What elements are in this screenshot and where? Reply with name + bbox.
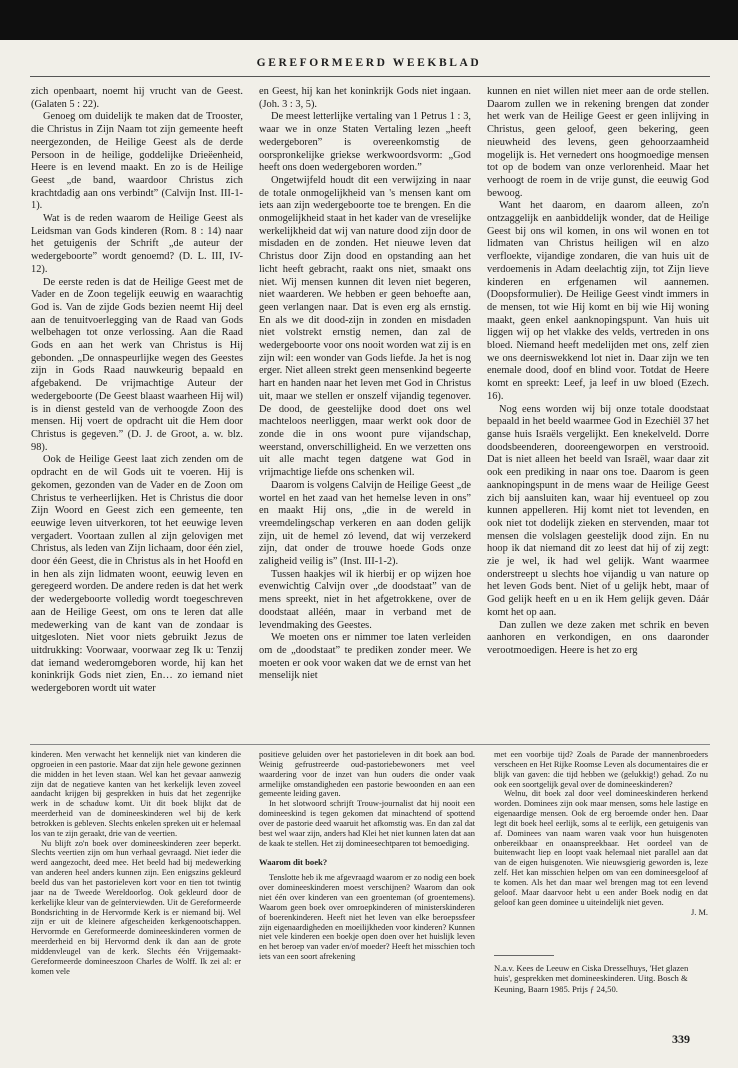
lower-column-1 [31, 750, 241, 1038]
upper-column-2 [259, 86, 471, 738]
upper-column-3 [487, 86, 709, 738]
paragraph: en Geest, hij kan het koninkrijk Gods niet ingaan. (Joh. 3 : 3, 5). [259, 86, 471, 110]
paragraph: kinderen. Men verwacht het kennelijk niet van kinderen die opgroeien in een pastorie. Maar dat zijn hele gewone gezinnen die midden in het leven staan. Wel kan het gevaar aanwezig zijn dat de negatieve kanten van het kerkelijk leven zoveel aandacht krijgen bij gesprekken in huis dat het zegenrijke werk in de schaduw komt. Uit dit boek blijkt dat de meerderheid van de domineeskinderen wel bij de kerk betrokken is gebleven. Slechts enkelen spreken uit er helemaal los van te zijn geraakt, drie van de veertien. [31, 750, 241, 838]
section-subheading: Waarom dit boek? [259, 857, 328, 868]
paragraph: De eerste reden is dat de Heilige Geest met de Vader en de Zoon tegelijk eeuwig en waarachtig God is. Van de zijde Gods bezien neemt Hij deel aan de tenuitvoerlegging van de Raad van Gods welbehagen tot onze verlossing. Aan die Raad Gods en aan het werk van Christus is Hij gebonden. „De onnaspeurlijke wegen des Geestes zijn in Gods Raad nauwkeurig bepaald en afgebakend. De vrijmachtige Auteur der wedergeboorte (De Geest blaast waarheen Hij wil) is in dienst gesteld van de verhoogde Zoon des mensen. Hij voert de opdracht uit die Hem door Christus is gegeven.” (D. J. de Groot, a. w. blz. 98). [31, 276, 243, 453]
lower-column-2 [259, 750, 475, 1038]
lower-column-3 [494, 750, 708, 950]
section-divider [30, 744, 710, 745]
paragraph: Tenslotte heb ik me afgevraagd waarom er zo nodig een boek over domineeskinderen moest verschijnen? Waarom dan ook niet één over kinderen van een groenteman (of groentemens). Waarom geen boek over omroepkinderen of ministerskinderen of boerenkinderen. Heeft niet het leven van elke beroepssfeer zijn eigenaardigheden en moeilijkheden voor kinderen? Kunnen niet vele kinderen een boekje open doen over het huislijk leven en het beroep van vader en/of moeder? Heeft het misschien toch iets van een soort afrekening [259, 873, 475, 962]
paragraph: Dan zullen we deze zaken met schrik en beven aanhoren en verkondigen, en ons daaronder verootmoedigen. Heere is het zo erg [487, 619, 709, 656]
paragraph: Nu blijft zo'n boek over domineeskinderen zeer beperkt. Slechts veertien zijn om hun verhaal gevraagd. Niet ieder die werd aangezocht, deed mee. Het beeld had bij medewerking van anderen heel anders kunnen zijn. Een enigszins gekleurd beeld dus van het pastorieleven kort voor en tien tot twintig jaar na de Tweede Wereldoorlog. Ook gekleurd door de kerkelijke kleur van de geïnterviewden. Uit de Gereformeerde Bondsrichting in de Hervormde Kerk is er niemand bij. Wel zijn er uit de kleinere afgescheiden kerkgenootschappen. Hervormde en Gereformeerde domineeskinderen vormen de meerderheid en bij Hervormd denk ik dan aan de grote middenvleugel van de kerk. Slechts één Vrijgemaakt-Gereformeerde domineeszoon Charles de Wolff. Ik zei al: er komen vele [31, 838, 241, 976]
paragraph: Ook de Heilige Geest laat zich zenden om de opdracht en de wil Gods uit te voeren. Hij is gekomen, gezonden van de Vader en de Zoon om Christus te verheerlijken. Het is Christus die door Zijn Woord en Geest zich een gemeente, ten eeuwige leven uitverkoren, tot het eeuwige leven vergadert. Voortaan zullen al zijn gelovigen met Christus, als leden van Zijn lichaam, door één ziel, door één Geest, die in Christus als in het Hoofd en in hen als zijn lidmaten woont, eeuwig leven en geregeerd worden. De andere reden is dat het werk der wedergeboorte volledig wordt toegeschreven aan de Heilige Geest, om ons te leren dat alle medewerking van de kant van de zondaar is uitgesloten. Niet voor niets gebruikt Jezus de uitdrukking: Voorwaar, voorwaar zeg Ik u: Tenzij dat iemand wederomgeboren worde, hij kan het koninkrijk Gods niet zien, En… zo iemand niet wedergeboren wordt uit water [31, 454, 243, 695]
paragraph: Want het daarom, en daarom alleen, zo'n ontzaggelijk en aanbiddelijk wonder, dat de Heilige Geest bij ons wil komen, in ons wil wonen en tot lidmaten van Christus heiligen wil en alzo verfloekte, vijandige zondaren, die van huis uit de verdoemenis in Adam deelachtig zijn, tot Zijn lieve kinderen en erfgenamen wil aannemen. (Doopsformulier). De Heilige Geest vindt immers in de mensen, tot wie Hij komt en bij wie Hij woning maakt, geen enkel aanknopingspunt. Van huis uit liggen wij op het vlakke des velds, vertreden in ons bloed. Niemand heeft medelijden met ons, zelf zien we ons deerniswekkend lot niet in. Daar zijn we ten enemale dood, doof en blind voor. Totdat de Heere komt en spreekt: Leef, ja leef in uw bloed (Ezech. 16). [487, 200, 709, 402]
paragraph: Wat is de reden waarom de Heilige Geest als Leidsman van Gods kinderen (Rom. 8 : 14) naar het getuigenis der Schrift „de auteur der wedergeboorte” wordt genoemd? (D. L. III, IV-12). [31, 213, 243, 275]
upper-column-1 [31, 86, 243, 738]
paragraph: De meest letterlijke vertaling van 1 Petrus 1 : 3, waar we in onze Staten Vertaling lezen „heeft wedergeboren” is overeenkomstig de oorspronkelijke griekse werkwoordsvorm: „God heeft ons doen wedergeboren worden.” [259, 111, 471, 174]
paragraph: Daarom is volgens Calvijn de Heilige Geest „de wortel en het zaad van het hemelse leven in ons” en maakt Hij ons, „die in de wereld in vreemdelingschap verkeren en aan doden gelijk zijn, uit de hemel zó levend, dat wij verzekerd zijn, dat onder de trouwe hoede Gods onze zaligheid veilig is” (Inst. III-1-2). [259, 479, 471, 568]
scan-top-border [0, 0, 738, 40]
paragraph: We moeten ons er nimmer toe laten verleiden om de „doodstaat” te prediken zonder meer. We moeten er ook voor waken dat we de ernst van het menselijk niet [259, 632, 471, 682]
book-reference-text: N.a.v. Kees de Leeuw en Ciska Dresselhuys, 'Het glazen huis', gesprekken met domineeskinderen. Uitg. Bosch & Keuning, Baarn 1985. Prijs ƒ 24,50. [494, 963, 689, 994]
book-reference-note [494, 963, 708, 994]
paragraph: met een voorbije tijd? Zoals de Parade der mannenbroeders verscheen en Het Rijke Roomse Leven als documentaires die er blijk van gaven: die tijd hebben we (gelukkig!) gehad. Zo nu ook een soortgelijk geval over de domineeskinderen? [494, 750, 708, 789]
paragraph: Genoeg om duidelijk te maken dat de Trooster, die Christus in Zijn Naam tot zijn gemeente heeft neergezonden, de Heilige Geest als de derde Persoon in de heilige, goddelijke Drieëenheid, Heere is en levend maakt. En zo is de Heilige Geest „de band, waardoor Christus zich krachtdadig aan ons verbindt” (Calvijn Inst. III-1-1). [31, 111, 243, 212]
paragraph: zich openbaart, noemt hij vrucht van de Geest. (Galaten 5 : 22). [31, 86, 243, 110]
footnote-rule [494, 955, 554, 956]
paragraph: kunnen en niet willen niet meer aan de orde stellen. Daarom zullen we in rekening brengen dat zonder het werk van de Heilige Geest er geen inlijving in Christus, geen geloof, geen bekering, geen nieuwheid des levens, geen gehoorzaamheid mogelijk is. Het vernedert ons hoogmoedige mensen tot op de bodem van onze verlorenheid. Maar het verhoogt de roem in de vrije gunst, die eeuwig God bewoog. [487, 86, 709, 199]
page-number: 339 [672, 1032, 690, 1046]
paragraph: Welnu, dit boek zal door veel domineeskinderen herkend worden. Dominees zijn ook maar mensen, soms hele lastige en eigenaardige mensen. Ook de erg beroemde onder hen. Daar legt dit boek heel eerlijk, soms al te eerlijk, een getuigenis van af. Dominees van naam waren vaak voor hun huisgenoten onbereikbaar en onaanspreekbaar. Het oordeel van de buitenwacht liep en loopt vaak helemaal niet parallel aan dat van de eigen huisgenoten. Wie nieuwsgierig geworden is, leze zelf. Het kan misschien helpen om van een domineesgeloof af te komen. Als het dan maar wel brengen mag tot een levend geloof. Maar daarvoor hebt u een ander Boek nodig en dat geloof kan geen dominee u uiteindelijk niet geven. [494, 789, 708, 907]
paragraph: positieve geluiden over het pastorieleven in dit boek aan bod. Weinig gefrustreerde oud-pastoriebewoners met veel waardering voor de inzet van hun ouders die onder vaak armelijke omstandigheden een pastorie bewoonden en aan een gemeente leiding gaven. [259, 750, 475, 799]
page-header-title: GEREFORMEERD WEEKBLAD [256, 57, 482, 69]
paragraph: In het slotwoord schrijft Trouw-journalist dat hij nooit een domineeskind is tegen gekomen dat minachtend of spottend over de pastorie deed waaruit het afkomstig was. En dan zal dat best wel waar zijn, anders had Klei het niet kunnen laten dat aan de kaak te stellen. Het zij domineesechtparen tot bemoediging. [259, 799, 475, 848]
header-rule [30, 76, 710, 77]
paragraph: Tussen haakjes wil ik hierbij er op wijzen hoe evenwichtig Calvijn over „de doodstaat” van de mens spreekt, niet in het afgetrokkene, over de doodstaat alléén, maar in verband met de levendmaking des Geestes. [259, 568, 471, 631]
author-signature: J. M. [691, 907, 708, 917]
paragraph: Nog eens worden wij bij onze totale doodstaat bepaald in het beeld waarmee God in Ezechiël 37 het ganse huis Israëls vergelijkt. Een knekelveld. Dorre doodsbeenderen, dooreengeworpen en verstrooid. Dat is niet alleen het beeld van Israël, waar daar zit ook een prediking in naar ons toe. Daarom is geen aanknopingspunt in de mens waar de Heilige Geest zich bij aansluiten kan, waar hij eventueel op zou kunnen appelleren. Hij komt niet tot levenden, en ook niet tot dodelijk zieken en stervenden, maar tot mensen die volslagen geestelijk dood zijn. En nu hoop ik dat niemand dit zo leest dat hij of zij zegt: zie je wel, ik had wel gelijk. Want waarmee onderstreept u slechts hoe vijandig u van nature op het leven Gods bent. Niet of u gelijk hebt, maar of God gelijk heeft en u en ik Hem gelijk geven. Dáár komt het op aan. [487, 403, 709, 618]
paragraph: Ongetwijfeld houdt dit een verwijzing in naar de totale onmogelijkheid van 's mensen kant om iets aan zijn wedergeboorte toe te brengen. En die onmogelijkheid staat in het kader van de vreselijke werkelijkheid dat wij van nature dood zijn door de misdaden en de zonden. Het nieuwe leven dat Christus door Zijn dood en opstanding aan het licht heeft gebracht, raakt ons niet, smaakt ons niet. Wij mensen kunnen dit leven niet begeren, niet waarderen. We hebben er geen behoefte aan, geen verlangen naar. Dat is even erg als ernstig. En als we dit dood-zijn in zonden en misdaden niet volstrekt ernstig nemen, dan zal de wedergeboorte voor ons nooit worden wat zij is en zijn wil: een wonder van Gods liefde. Ja het is nog erger. Niet alleen strekt geen mensenkind begeerte hart en handen naar het leven met God in Christus uit, maar we stellen er onszelf vijandig tegenover. De dood, de geestelijke dood doet ons wel machteloos neerliggen, maar werkt ook door de zonde die in ons woont pure vijandschap, weerstand, onverschilligheid. En we verzetten ons uit alle macht tegen datgene wat God in vrijmachtige liefde ons schenken wil. [259, 174, 471, 479]
